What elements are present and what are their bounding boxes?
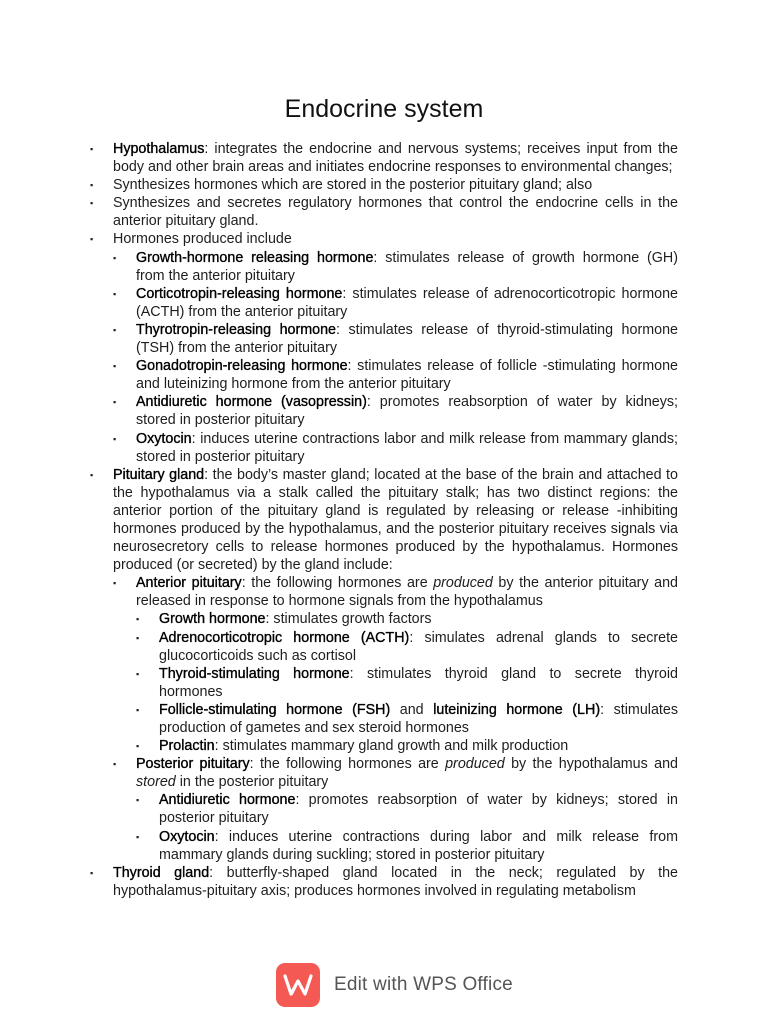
edit-with-wps-label[interactable]: Edit with WPS Office [334,974,513,995]
list-item [136,701,678,737]
description: : stimulates release of adrenocorticotropic hormone (ACTH) from the anterior pituitary [136,285,678,320]
list-item [136,610,678,628]
page-title: Endocrine system [284,95,484,123]
term: Antidiuretic hormone (vasopressin) [136,394,367,411]
description: : integrates the endocrine and nervous systems; receives input from the body and other brain areas and initiates endocrine responses to environmental changes; [113,141,678,176]
list-item [136,629,678,665]
description: : stimulates release of follicle -stimulating hormone and luteinizing hormone from the anterior pituitary [136,358,678,393]
description: : stimulates release of thyroid-stimulating hormone (TSH) from the anterior pituitary [136,321,678,357]
conjunction: and [390,701,434,718]
edit-with-wps-banner[interactable] [276,962,513,1008]
description: : the body’s master gland; located at the base of the brain and attached to the hypothalamus via a stalk called the pituitary stalk; has two distinct regions: the anterior portion of the pituitary gland is regulated by releasing or release -inhibiting hormones produced by the hypothalamus, and the posterior pituitary receives signals via neurosecretory cells to release hormones produced by the hypothalamus. Hormones produced (or secreted) by the gland include: [113,466,678,574]
description: by the hypothalamus and [504,756,678,773]
posterior-hormone-list [136,791,678,863]
anterior-hormone-list [136,610,678,755]
list-item-posterior-pituitary [113,755,678,864]
description: by the anterior pituitary and released in response to hormone signals from the hypothalamus [136,575,679,610]
term: Thyroid gland [113,864,210,881]
emphasis: produced [445,756,505,773]
list-item [136,791,678,827]
list-item [113,393,678,429]
list-item-hypothalamus [90,140,678,176]
emphasis: stored [136,774,176,791]
description: : induces uterine contractions labor and milk release from mammary glands; stored in posterior pituitary [136,430,678,465]
list-item-hormones-produced [90,230,678,465]
term: Oxytocin [136,430,192,447]
term: Posterior pituitary [136,756,250,773]
term: Adrenocorticotropic hormone (ACTH) [159,629,410,646]
term: Follicle-stimulating hormone (FSH) [159,701,391,718]
description: Synthesizes and secretes regulatory hormones that control the endocrine cells in the anterior pituitary gland. [113,195,678,230]
emphasis: produced [433,575,493,592]
description: : induces uterine contractions during labor and milk release from mammary glands during suckling; stored in posterior pituitary [159,828,678,863]
term: Hypothalamus [113,141,205,157]
description: : stimulates release of growth hormone (GH) from the anterior pituitary [136,249,678,284]
term: luteinizing hormone (LH) [433,701,601,718]
description: : stimulates thyroid gland to secrete thyroid hormones [159,665,678,700]
list-item-pituitary-gland [90,466,678,864]
description: : butterfly-shaped gland located in the neck; regulated by the hypothalamus-pituitary axis; produces hormones involved in regulating metabolism [113,864,678,899]
main-list [90,140,678,900]
term: Growth hormone [159,611,266,628]
list-item [136,737,678,755]
description: : stimulates growth factors [265,611,432,628]
description: : stimulates production of gametes and sex steroid hormones [159,701,678,736]
term: Oxytocin [159,828,215,845]
term: Gonadotropin-releasing hormone [136,358,348,375]
list-item [136,665,678,701]
list-item-thyroid-gland [90,864,678,900]
term: Thyroid-stimulating hormone [159,665,350,682]
term: Antidiuretic hormone [159,792,296,809]
term: Corticotropin-releasing hormone [136,285,343,302]
description: in the posterior pituitary [175,774,329,791]
list-item [90,194,678,230]
description: : promotes reabsorption of water by kidneys; stored in posterior pituitary [136,394,679,429]
list-item [90,176,678,194]
term: Thyrotropin-releasing hormone [136,321,336,338]
term: Growth-hormone releasing hormone [136,249,374,266]
description: : stimulates mammary gland growth and milk production [214,738,569,755]
list-item [136,828,678,864]
description: : simulates adrenal glands to secrete glucocorticoids such as cortisol [159,629,679,664]
document-body [90,140,678,900]
description: Hormones produced include [113,231,292,248]
term: Pituitary gland [113,466,205,483]
hypothalamus-hormone-list [113,249,678,466]
list-item [113,285,678,321]
list-item [113,357,678,393]
term: Prolactin [159,738,215,755]
description: : the following hormones are [241,575,434,592]
wps-w-glyph-icon [283,973,313,997]
term: Anterior pituitary [136,575,242,592]
pituitary-sub-list [113,574,678,864]
list-item-anterior-pituitary [113,574,678,755]
description: Synthesizes hormones which are stored in the posterior pituitary gland; also [113,177,593,194]
description: : the following hormones are [249,756,446,773]
wps-office-logo-icon [276,963,320,1007]
list-item [113,430,678,466]
description: : promotes reabsorption of water by kidneys; stored in posterior pituitary [159,792,678,827]
list-item [113,249,678,285]
list-item [113,321,678,357]
